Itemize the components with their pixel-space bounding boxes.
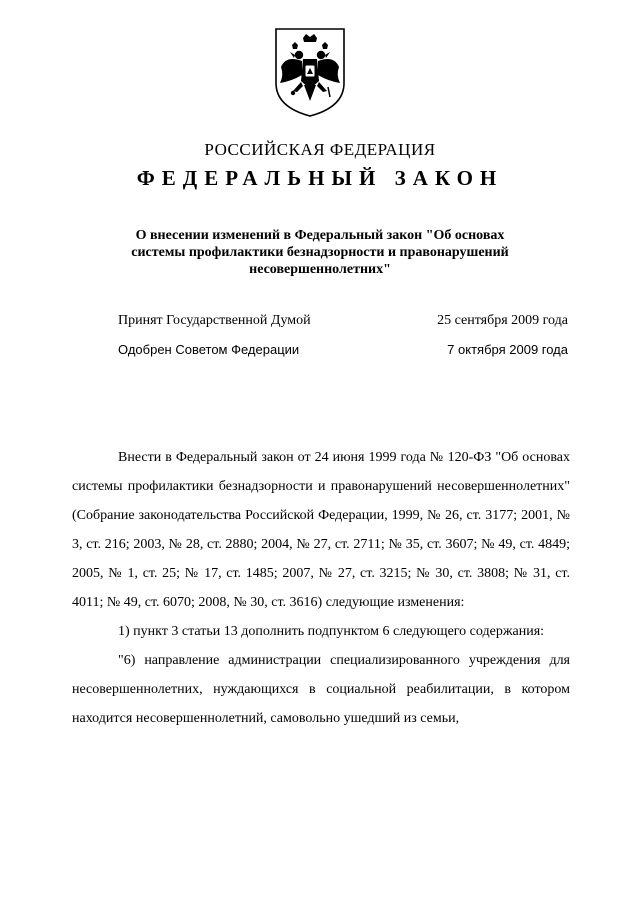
- council-approval-label: Одобрен Советом Федерации: [118, 342, 300, 357]
- law-title: [100, 227, 540, 278]
- document-body: [72, 443, 570, 733]
- document-type-heading: ФЕДЕРАЛЬНЫЙ ЗАКОН: [136, 166, 504, 190]
- duma-adoption-date: 25 сентября 2009 года: [437, 313, 568, 328]
- body-paragraph: "6) направление администрации специализированного учреждения для несовершеннолетних, нуждающихся в социальной реабилитации, в котором находится несовершеннолетний, самовольно ушедший из семьи,: [72, 653, 570, 726]
- law-title-line: системы профилактики безнадзорности и правонарушений: [131, 245, 509, 260]
- russian-coat-of-arms-icon: [272, 25, 348, 119]
- law-title-line: несовершеннолетних": [249, 262, 391, 277]
- duma-adoption-label: Принят Государственной Думой: [118, 313, 311, 328]
- country-name: РОССИЙСКАЯ ФЕДЕРАЦИЯ: [204, 140, 436, 159]
- council-approval-date: 7 октября 2009 года: [447, 342, 568, 357]
- body-paragraph: 1) пункт 3 статьи 13 дополнить подпунктом 6 следующего содержания:: [118, 624, 545, 639]
- law-title-line: О внесении изменений в Федеральный закон "Об основах: [135, 228, 505, 243]
- body-paragraph: Внести в Федеральный закон от 24 июня 1999 года № 120-ФЗ "Об основах системы профилактики безнадзорности и правонарушений несовершеннолетних" (Собрание законодательства Российской Федерации, 1999, № 26, ст. 3177; 2001, № 3, ст. 216; 2003, № 28, ст. 2880; 2004, № 27, ст. 2711; № 35, ст. 3607; № 49, ст. 4849; 2005, № 1, ст. 25; № 17, ст. 1485; 2007, № 27, ст. 3215; № 30, ст. 3808; № 31, ст. 4011; № 49, ст. 6070; 2008, № 30, ст. 3616) следующие изменения:: [72, 450, 570, 610]
